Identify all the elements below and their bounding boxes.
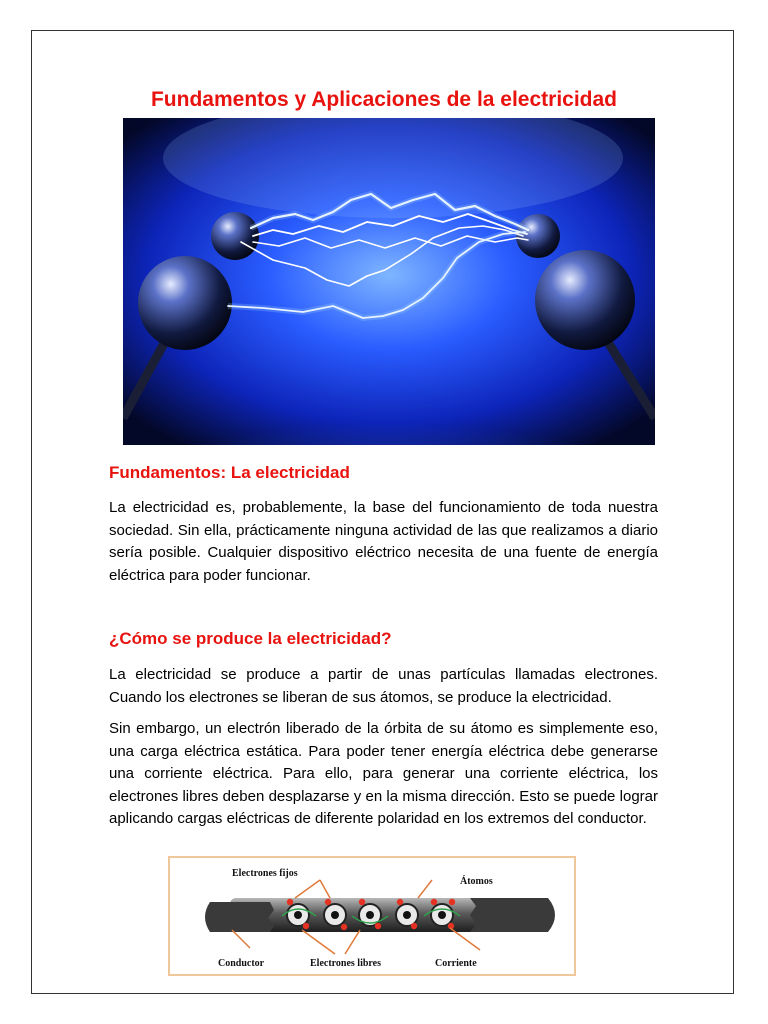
label-electrones-fijos: Electrones fijos <box>232 868 298 879</box>
conductor-diagram <box>168 856 576 976</box>
conductor-right-end <box>470 898 555 932</box>
paragraph-fundamentos: La electricidad es, probablemente, la base del funcionamiento de toda nuestra sociedad. Sin ella, prácticamente ninguna actividad de las que realizamos a diario sería posible. Cualquier dispositivo eléctrico necesita de una fuente de energía eléctrica para poder funcionar. <box>109 499 658 584</box>
section-heading-fundamentos: Fundamentos: La electricidad <box>109 463 350 482</box>
label-conductor: Conductor <box>218 958 265 969</box>
label-atomos: Átomos <box>460 876 493 887</box>
section-heading-produccion: ¿Cómo se produce la electricidad? <box>109 629 392 648</box>
conductor-left-end <box>205 902 274 932</box>
document-title: Fundamentos y Aplicaciones de la electricidad <box>150 88 618 111</box>
label-electrones-libres: Electrones libres <box>310 958 382 969</box>
paragraph-produccion-1: La electricidad se produce a partir de unas partículas llamadas electrones. Cuando los electrones se liberan de sus átomos, se produce la electricidad. <box>109 666 658 706</box>
label-corriente: Corriente <box>435 958 477 969</box>
paragraph-produccion-2: Sin embargo, un electrón liberado de la órbita de su átomo es simplemente eso, una carga eléctrica estática. Para poder tener energía eléctrica debe generarse una corriente eléctrica. Para ello, para generar una corriente eléctrica, los electrones libres deben desplazarse y en la misma dirección. Esto se puede lograr aplicando cargas eléctricas de diferente polaridad en los extremos del conductor. <box>109 720 658 828</box>
hero-image-electric-arc <box>123 118 655 445</box>
